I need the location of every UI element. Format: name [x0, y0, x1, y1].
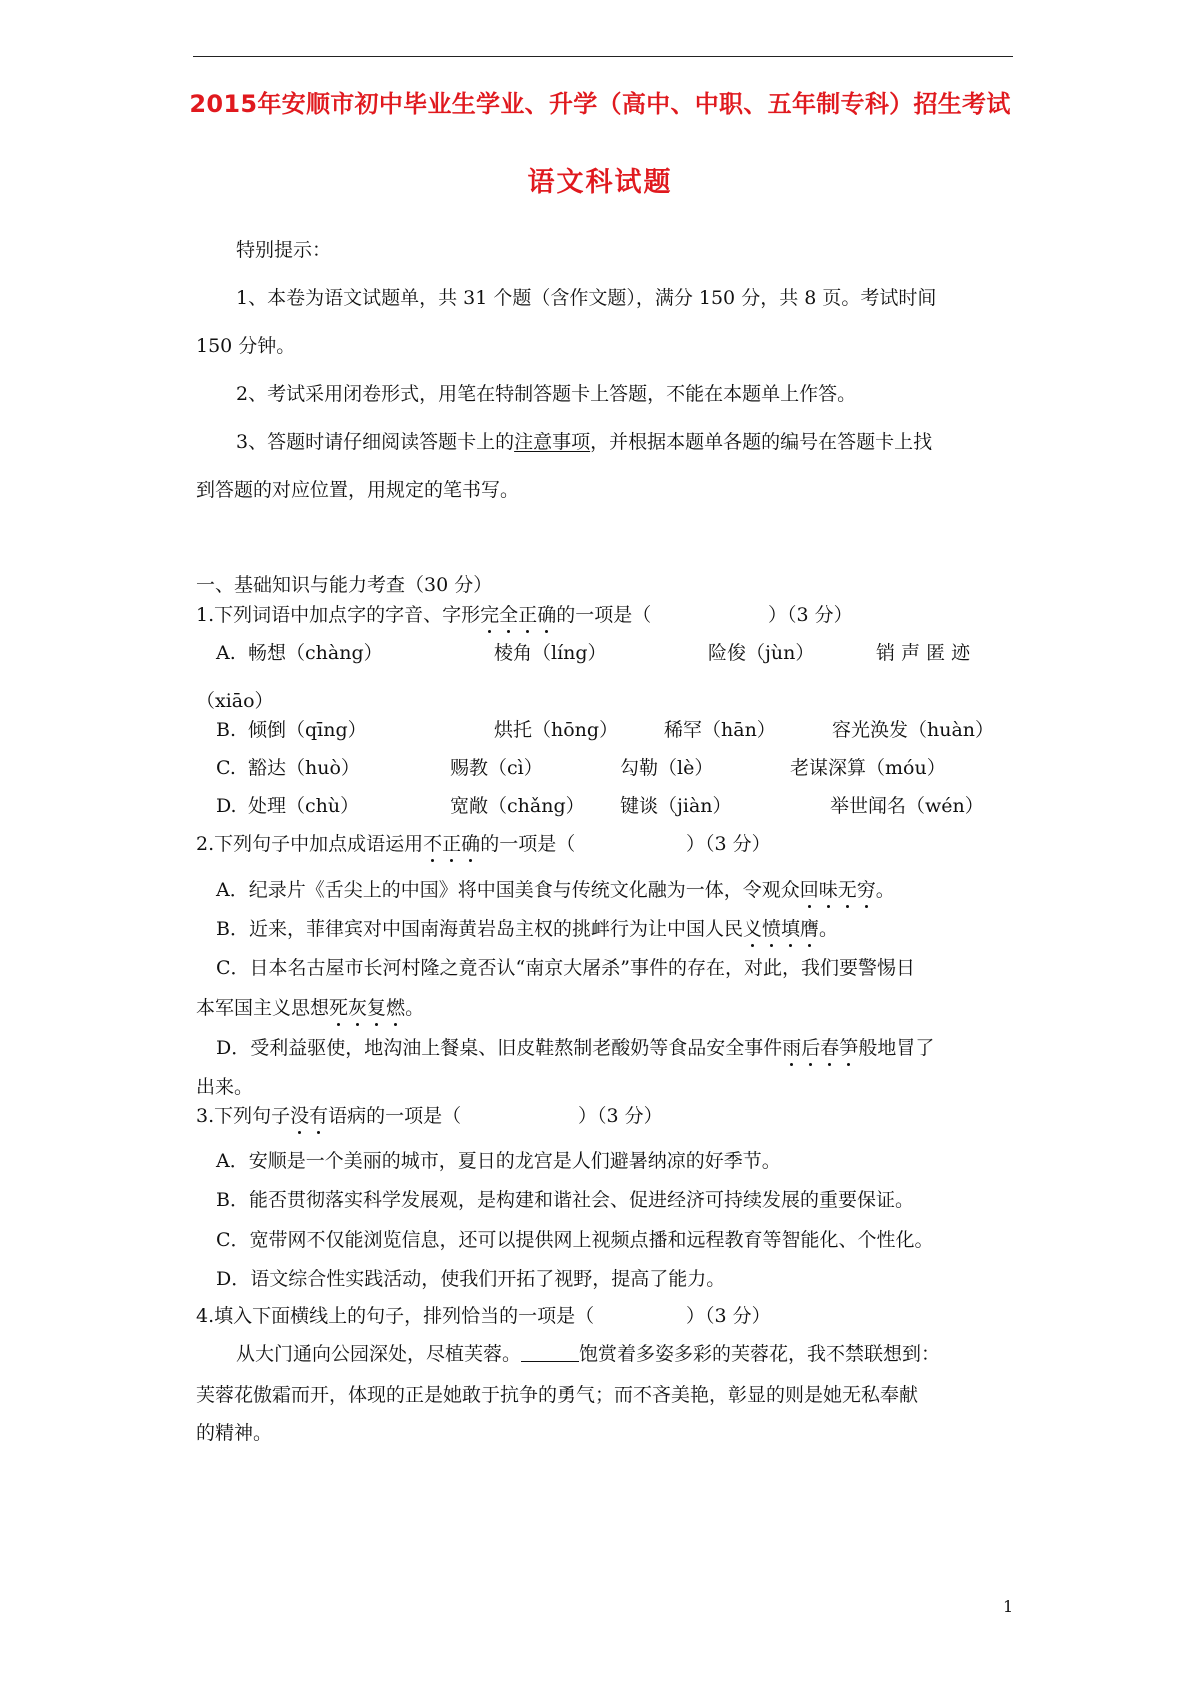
- q3-option-b: B．能否贯彻落实科学发展观，是构建和谐社会、促进经济可持续发展的重要保证。: [216, 1189, 914, 1211]
- header-rule: [193, 56, 1013, 57]
- q2-option-d-cont: 出来。: [196, 1076, 254, 1098]
- q1-option-a-2: 棱角（líng）: [494, 642, 607, 664]
- section-heading: 一、基础知识与能力考查（30 分）: [196, 574, 493, 596]
- notice-item-3: 3、答题时请仔细阅读答题卡上的注意事项，并根据本题单各题的编号在答题卡上找: [236, 431, 933, 453]
- q3-option-a: A．安顺是一个美丽的城市，夏日的龙宫是人们避暑纳凉的好季节。: [216, 1150, 781, 1172]
- q1-option-c-4: 老谋深算（móu）: [790, 757, 946, 779]
- q2-option-b: B．近来，菲律宾对中国南海黄岩岛主权的挑衅行为让中国人民义愤填膺。: [216, 918, 839, 940]
- question-3-stem: 3.下列句子没有语病的一项是（: [196, 1105, 462, 1127]
- notice-underlined-text: 注意事项: [514, 431, 591, 453]
- question-1-stem: 1.下列词语中加点字的字音、字形完全正确的一项是（: [196, 604, 652, 626]
- q3-option-d: D．语文综合性实践活动，使我们开拓了视野，提高了能力。: [216, 1268, 726, 1290]
- notice-item-2: 2、考试采用闭卷形式，用笔在特制答题卡上答题，不能在本题单上作答。: [236, 383, 857, 405]
- q1-option-c-label: C.: [216, 757, 236, 779]
- question-2-score: ）（3 分）: [686, 833, 771, 855]
- q2-option-c-cont: 本军国主义思想死灰复燃。: [196, 997, 425, 1019]
- q2-option-d: D．受利益驱使，地沟油上餐桌、旧皮鞋熬制老酸奶等食品安全事件雨后春笋般地冒了: [216, 1037, 935, 1059]
- q1-option-c-3: 勾勒（lè）: [620, 757, 714, 779]
- q1-option-c-2: 赐教（cì）: [450, 757, 543, 779]
- q1-option-d-label: D.: [216, 795, 237, 817]
- notice-heading: 特别提示：: [236, 239, 332, 261]
- q3-option-c: C．宽带网不仅能浏览信息，还可以提供网上视频点播和远程教育等智能化、个性化。: [216, 1229, 934, 1251]
- q1-option-b-2: 烘托（hōng）: [494, 719, 619, 741]
- page-number: 1: [1003, 1597, 1014, 1616]
- q1-option-a-3: 险俊（jùn）: [708, 642, 815, 664]
- question-4-score: ）（3 分）: [686, 1305, 771, 1327]
- notice-item-1: 1、本卷为语文试题单，共 31 个题（含作文题），满分 150 分，共 8 页。考试时间: [236, 287, 937, 309]
- question-1-score: ）（3 分）: [768, 604, 853, 626]
- q1-option-d-1: 处理（chù）: [248, 795, 360, 817]
- q2-option-a: A．纪录片《舌尖上的中国》将中国美食与传统文化融为一体，令观众回味无穷。: [216, 879, 895, 901]
- notice-item-3-cont: 到答题的对应位置，用规定的笔书写。: [196, 479, 520, 501]
- q4-paragraph: 从大门通向公园深处，尽植芙蓉。 饱赏着多姿多彩的芙蓉花，我不禁联想到：: [236, 1343, 941, 1365]
- answer-blank: [521, 1343, 579, 1362]
- q4-paragraph-line-3: 的精神。: [196, 1422, 273, 1444]
- q1-option-a-label: A.: [216, 642, 236, 664]
- q4-paragraph-line-2: 芙蓉花傲霜而开，体现的正是她敢于抗争的勇气；而不吝美艳，彰显的则是她无私奉献: [196, 1384, 919, 1406]
- notice-item-1-cont: 150 分钟。: [196, 335, 296, 357]
- exam-subtitle: 语文科试题: [527, 167, 673, 198]
- exam-title: 2015年安顺市初中毕业生学业、升学（高中、中职、五年制专科）招生考试: [189, 90, 1011, 118]
- q1-option-b-1: 倾倒（qīng）: [248, 719, 367, 741]
- q1-option-a-4-cont: （xiāo）: [196, 690, 274, 712]
- question-2-stem: 2.下列句子中加点成语运用不正确的一项是（: [196, 833, 576, 855]
- q1-option-d-2: 宽敞（chǎng）: [450, 795, 585, 817]
- q1-option-b-label: B.: [216, 719, 237, 741]
- q1-option-d-3: 键谈（jiàn）: [620, 795, 732, 817]
- q1-option-b-3: 稀罕（hān）: [664, 719, 776, 741]
- q1-option-c-1: 豁达（huò）: [248, 757, 360, 779]
- question-3-score: ）（3 分）: [578, 1105, 663, 1127]
- q1-option-d-4: 举世闻名（wén）: [830, 795, 984, 817]
- question-4-stem: 4.填入下面横线上的句子，排列恰当的一项是（: [196, 1305, 595, 1327]
- q1-option-a-4: 销 声 匿 迹: [876, 642, 971, 664]
- q1-option-b-4: 容光涣发（huàn）: [832, 719, 995, 741]
- q2-option-c: C．日本名古屋市长河村隆之竟否认“南京大屠杀”事件的存在，对此，我们要警惕日: [216, 957, 915, 979]
- q1-option-a-1: 畅想（chàng）: [248, 642, 383, 664]
